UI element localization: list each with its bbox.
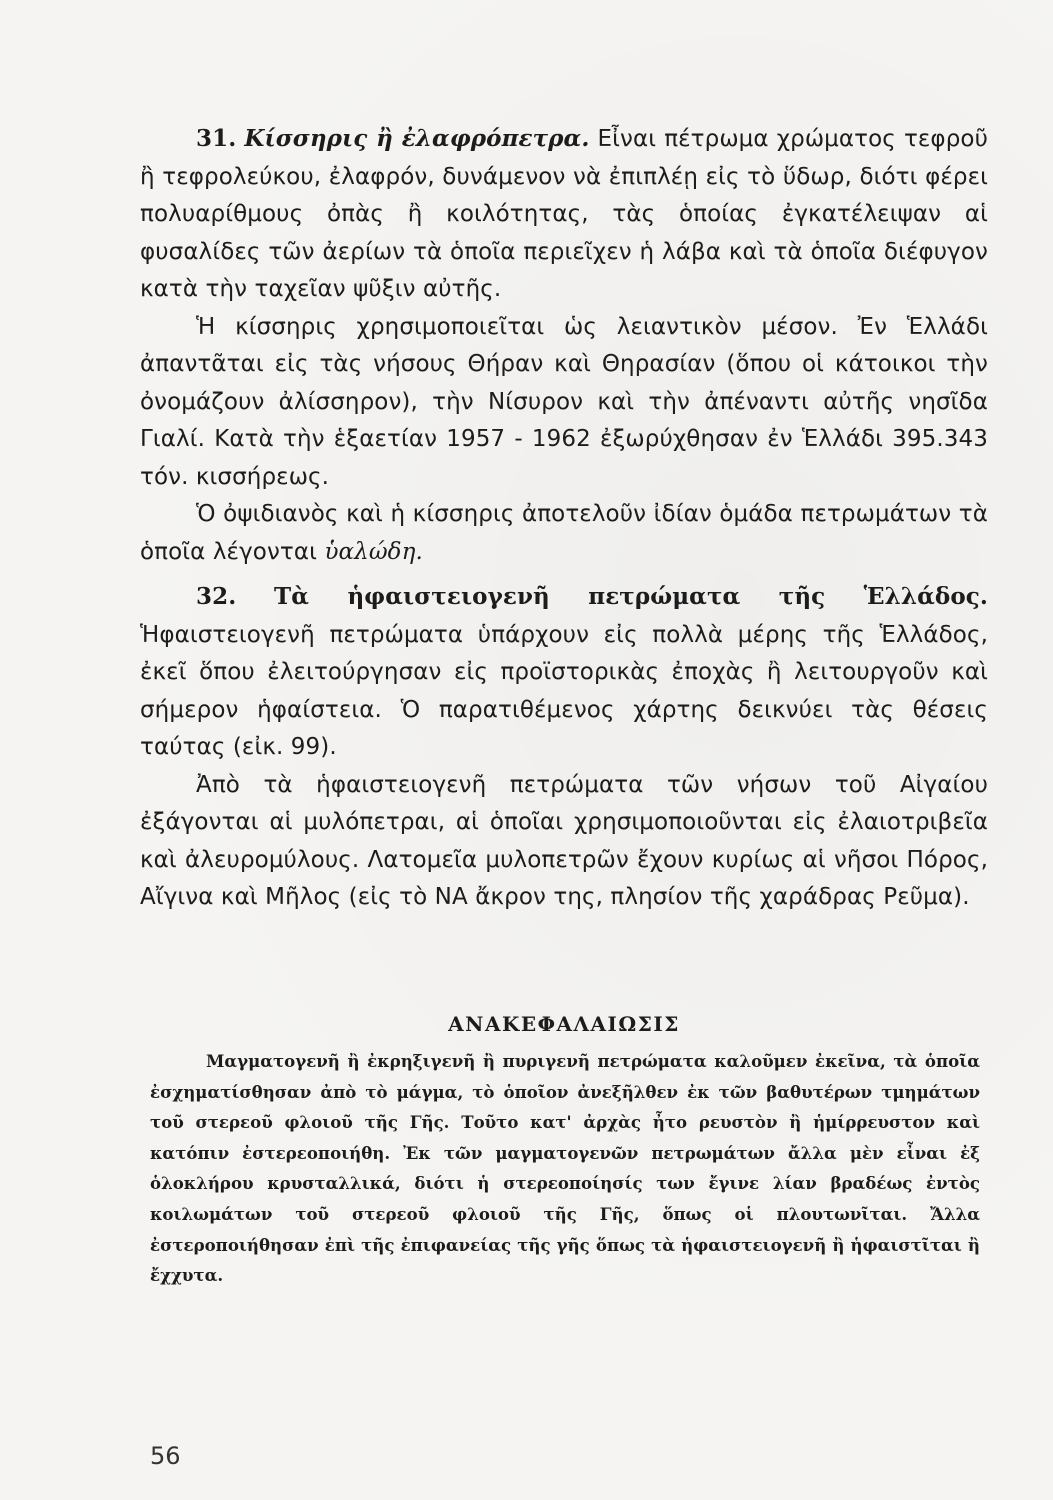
section-31-paragraph-2: Ἡ κίσσηρις χρησιμοποιεῖται ὡς λειαντικὸν μέσον. Ἐν Ἑλλάδι ἀπαντᾶται εἰς τὰς νήσους Θήραν καὶ Θηρασίαν (ὅπου οἱ κάτοικοι τὴν ὀνομάζουν ἀλίσσηρον), τὴν Νίσυρον καὶ τὴν ἀπέναντι αὐτῆς νησῖδα Γιαλί. Κατὰ τὴν ἑξαετίαν 1957 - 1962 ἐξωρύχθησαν ἐν Ἑλλάδι 395.343 τόν. κισσήρεως. [140,313,988,490]
page-number: 56 [150,1442,181,1470]
section-31-paragraph-3 [140,496,988,571]
section-32-number: 32. [196,583,237,610]
section-32-title: Τὰ ἡφαιστειογενῆ πετρώματα τῆς Ἑλλάδος. [274,583,989,610]
summary-heading: ΑΝΑΚΕΦΑΛΑΙΩΣΙΣ [448,1012,680,1036]
section-31 [140,120,988,571]
summary-body: Μαγματογενῆ ἢ ἐκρηξιγενῆ ἢ πυριγενῆ πετρώματα καλοῦμεν ἐκεῖνα, τὰ ὁποῖα ἐσχηματίσθησαν ἀπὸ τὸ μάγμα, τὸ ὁποῖον ἀνεξῆλθεν ἐκ τῶν βαθυτέρων τμημάτων τοῦ στερεοῦ φλοιοῦ τῆς Γῆς. Τοῦτο κατ' ἀρχὰς ἦτο ρευστὸν ἢ ἡμίρρευστον καὶ κατόπιν ἐστερεοποιήθη. Ἐκ τῶν μαγματογενῶν πετρωμάτων ἄλλα μὲν εἶναι ἐξ ὁλοκλήρου κρυσταλλικά, διότι ἡ στερεοποίησίς των ἔγινε λίαν βραδέως ἐντὸς κοιλωμάτων τοῦ στερεοῦ φλοιοῦ τῆς Γῆς, ὅπως οἱ πλουτωνῖται. Ἄλλα ἐστεροποιήθησαν ἐπὶ τῆς ἐπιφανείας τῆς γῆς ὅπως τὰ ἡφαιστειογενῆ ἢ ἡφαιστῖται ἢ ἔχχυτα. [150,1051,980,1286]
section-32-text-1: Ἡφαιστειογενῆ πετρώματα ὑπάρχουν εἰς πολλὰ μέρης τῆς Ἑλλάδος, ἐκεῖ ὅπου ἐλειτούργησαν εἰς προϊστορικὰς ἐποχὰς ἢ λειτουργοῦν καὶ σήμερον ἡφαίστεια. Ὁ παρατιθέμενος χάρτης δεικνύει τὰς θέσεις ταύτας (εἰκ. 99). [140,621,988,760]
section-31-paragraph-1 [140,120,988,309]
section-31-term: ὑαλώδη. [324,538,423,565]
section-32-paragraph-1 [140,578,988,767]
section-31-text-3: Ὁ ὀψιδιανὸς καὶ ἡ κίσσηρις ἀποτελοῦν ἰδίαν ὁμάδα πετρωμάτων τὰ ὁποῖα λέγονται [140,501,988,565]
section-32-paragraph-2: Ἀπὸ τὰ ἡφαιστειογενῆ πετρώματα τῶν νήσων τοῦ Αἰγαίου ἐξάγονται αἱ μυλόπετραι, αἱ ὁποῖαι χρησιμοποιοῦνται εἰς ἐλαιοτριβεῖα καὶ ἀλευρομύλους. Λατομεῖα μυλοπετρῶν ἔχουν κυρίως αἱ νῆσοι Πόρος, Αἴγινα καὶ Μῆλος (εἰς τὸ ΝΑ ἄκρον της, πλησίον τῆς χαράδρας Ρεῦμα). [140,771,988,910]
section-31-text-1: Εἶναι πέτρωμα χρώματος τεφροῦ ἢ τεφρολεύκου, ἐλαφρόν, δυνάμενον νὰ ἐπιπλέῃ εἰς τὸ ὕδωρ, διότι φέρει πολυαρίθμους ὀπὰς ἢ κοιλότητας, τὰς ὁποίας ἐγκατέλειψαν αἱ φυσαλίδες τῶν ἀερίων τὰ ὁποῖα περιεῖχεν ἡ λάβα καὶ τὰ ὁποῖα διέφυγον κατὰ τὴν ταχεῖαν ψῦξιν αὐτῆς. [140,126,988,302]
section-31-title: Κίσσηρις ἢ ἐλαφρόπετρα. [244,125,590,152]
section-31-number: 31. [196,125,237,152]
section-32 [140,578,988,917]
